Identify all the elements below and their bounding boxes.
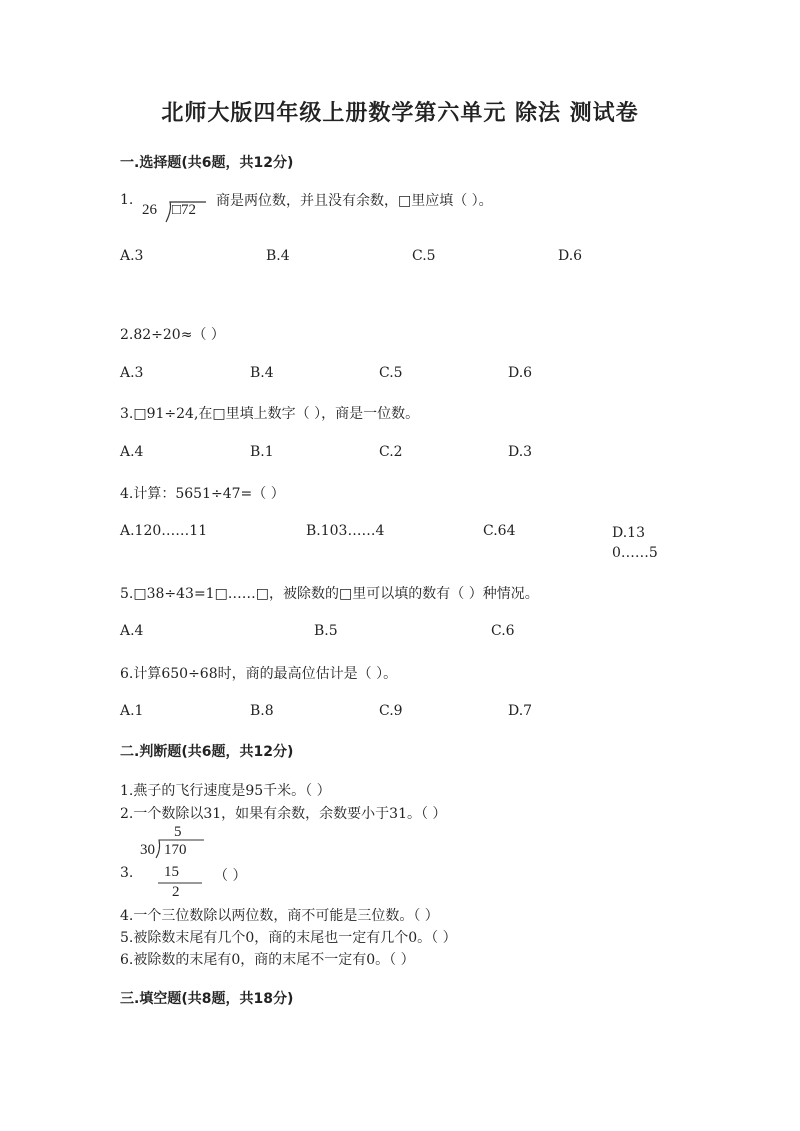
judge-6-text: 6.被除数的末尾有0，商的末尾不一定有0。（ ） [120,952,415,968]
q6-option-d: D.7 [508,703,533,719]
question-1-text: 商是两位数，并且没有余数，□里应填（ ）。 [216,193,493,209]
divisor-26: 26 [142,202,157,218]
j3-remainder: 2 [172,884,180,900]
judge-4-text: 4.一个三位数除以两位数，商不可能是三位数。（ ） [120,908,439,924]
q5-option-a: A.4 [120,623,144,639]
question-6-text: 6.计算650÷68时，商的最高位估计是（ ）。 [120,666,398,682]
section-heading-choice: 一.选择题(共6题，共12分) [120,155,294,171]
q3-option-d: D.3 [508,444,533,460]
j3-product: 15 [164,864,179,880]
question-5-text: 5.□38÷43=1□……□，被除数的□里可以填的数有（ ）种情况。 [120,586,539,602]
q2-option-a: A.3 [120,365,144,381]
q3-option-b: B.1 [250,444,274,460]
judge-2-text: 2.一个数除以31，如果有余数，余数要小于31。（ ） [120,806,447,822]
q2-option-b: B.4 [250,365,274,381]
q3-option-c: C.2 [379,444,403,460]
q5-option-c: C.6 [491,623,515,639]
q4-option-d: D.130……5 [612,525,658,561]
long-division-figure-q1 [140,200,210,224]
q4-option-a: A.120……11 [120,523,208,539]
q4-option-c: C.64 [483,523,516,539]
section-heading-fill: 三.填空题(共8题，共18分) [120,991,294,1007]
j3-divisor: 30 [140,842,155,858]
question-1-number: 1. [120,192,134,208]
q2-option-c: C.5 [379,365,403,381]
section-heading-judge: 二.判断题(共6题，共12分) [120,744,294,760]
long-division-figure-j3 [140,824,212,902]
question-3-text: 3.□91÷24,在□里填上数字（ ），商是一位数。 [120,406,420,422]
q4-option-b: B.103……4 [306,523,385,539]
q6-option-a: A.1 [120,703,144,719]
judge-1-text: 1.燕子的飞行速度是95千米。（ ） [120,783,331,799]
j3-dividend: 170 [164,842,187,858]
q1-option-c: C.5 [412,248,436,264]
q1-option-d: D.6 [558,248,583,264]
judge-5-text: 5.被除数末尾有几个0，商的末尾也一定有几个0。（ ） [120,930,457,946]
judge-3-number: 3. [120,865,134,881]
q1-option-b: B.4 [266,248,290,264]
q3-option-a: A.4 [120,444,144,460]
judge-3-paren: （ ） [214,868,247,884]
q6-option-b: B.8 [250,703,274,719]
page-title: 北师大版四年级上册数学第六单元 除法 测试卷 [161,101,639,126]
j3-quotient: 5 [174,824,182,840]
q2-option-d: D.6 [508,365,533,381]
q1-option-a: A.3 [120,248,144,264]
question-4-text: 4.计算：5651÷47=（ ） [120,486,285,502]
dividend-box-72: □72 [172,202,197,218]
question-2-text: 2.82÷20≈（ ） [120,327,225,343]
q6-option-c: C.9 [379,703,403,719]
q5-option-b: B.5 [314,623,338,639]
